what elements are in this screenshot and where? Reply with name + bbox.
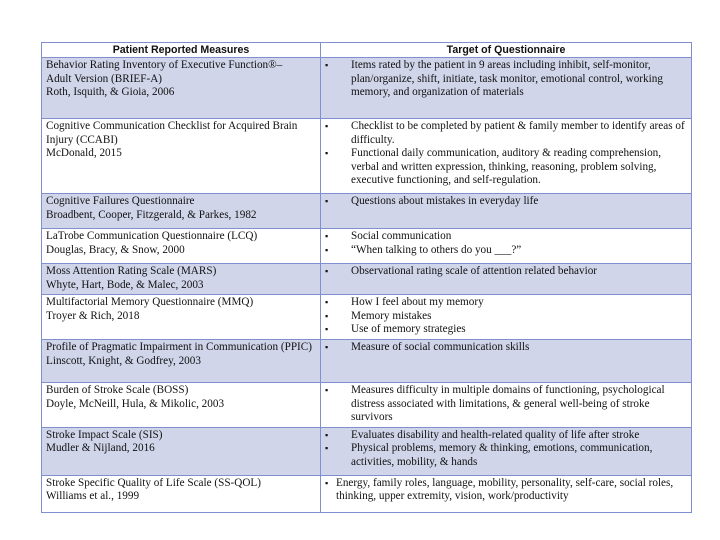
target-text: “When talking to others do you ___?” [351, 243, 522, 256]
target-text: Measures difficulty in multiple domains of functioning, psychological distress associated with limitations, & general well-being of stroke survivors [351, 383, 665, 424]
measure-line: LaTrobe Communication Questionnaire (LCQ) [46, 230, 258, 242]
measures-table [41, 42, 692, 513]
header-target: Target of Questionnaire [321, 43, 692, 58]
bullet-icon: ▪ [325, 429, 329, 440]
table-row [42, 427, 692, 475]
measure-line: Stroke Specific Quality of Life Scale (SS-QOL) [46, 476, 261, 489]
target-text: Questions about mistakes in everyday life [351, 195, 539, 207]
target-item [325, 341, 687, 355]
target-text: Energy, family roles, language, mobility, personality, self-care, social roles, thinking, upper extremity, vision, work/productivity [336, 476, 674, 503]
bullet-icon: ▪ [325, 60, 329, 70]
measure-cell [42, 382, 321, 427]
target-text: Items rated by the patient in 9 areas including inhibit, self-monitor, plan/organize, shift, initiate, task monitor, emotional control, working memory, and organization of materials [351, 59, 663, 99]
target-cell [321, 119, 692, 194]
measure-cell [42, 427, 321, 475]
measure-cell [42, 264, 321, 295]
target-item [325, 244, 687, 258]
target-text: Social communication [351, 230, 452, 242]
target-item [325, 477, 687, 504]
target-cell [321, 427, 692, 475]
table-row [42, 339, 692, 382]
measure-cell [42, 339, 321, 382]
bullet-icon: ▪ [325, 231, 329, 241]
table-row [42, 194, 692, 229]
target-item [325, 429, 687, 443]
measure-line: Adult Version (BRIEF-A) [46, 72, 163, 85]
measure-line: Moss Attention Rating Scale (MARS) [46, 265, 217, 277]
target-item [325, 230, 687, 244]
target-item [325, 442, 687, 469]
target-item [325, 310, 687, 324]
bullet-icon: ▪ [325, 341, 329, 352]
target-text: Observational rating scale of attention related behavior [351, 265, 598, 277]
table-row [42, 229, 692, 264]
bullet-icon: ▪ [325, 121, 329, 131]
measure-citation: Mudler & Nijland, 2016 [46, 442, 155, 455]
table-row [42, 295, 692, 340]
target-text: Evaluates disability and health-related quality of life after stroke [351, 428, 640, 441]
measure-cell [42, 229, 321, 264]
target-item [325, 195, 687, 209]
target-item [325, 59, 687, 100]
table-row [42, 264, 692, 295]
target-cell [321, 382, 692, 427]
target-item [325, 384, 687, 425]
target-cell [321, 58, 692, 119]
target-cell [321, 264, 692, 295]
target-item [325, 265, 687, 279]
header-measures: Patient Reported Measures [42, 43, 321, 58]
target-cell [321, 194, 692, 229]
bullet-icon: ▪ [325, 310, 329, 321]
target-cell [321, 475, 692, 512]
bullet-icon: ▪ [325, 324, 329, 335]
target-cell [321, 339, 692, 382]
bullet-icon: ▪ [325, 384, 329, 395]
bullet-icon: ▪ [325, 244, 329, 255]
measure-line: Behavior Rating Inventory of Executive Function®– [46, 59, 283, 71]
bullet-icon: ▪ [325, 148, 329, 159]
table-row [42, 382, 692, 427]
target-text: Physical problems, memory & thinking, emotions, communication, activities, mobility, & hands [351, 442, 653, 468]
target-text: Checklist to be completed by patient & family member to identify areas of difficulty. [351, 120, 685, 146]
measure-line: Stroke Impact Scale (SIS) [46, 428, 163, 441]
measure-line: Profile of Pragmatic Impairment in Communication (PPIC) [46, 340, 312, 353]
measure-citation: Douglas, Bracy, & Snow, 2000 [46, 243, 185, 256]
measure-cell [42, 295, 321, 340]
target-item [325, 323, 687, 337]
target-item [325, 120, 687, 147]
measure-cell [42, 475, 321, 512]
bullet-icon: ▪ [325, 297, 329, 308]
measure-citation: Linscott, Knight, & Godfrey, 2003 [46, 354, 201, 367]
measure-line: Multifactorial Memory Questionnaire (MMQ) [46, 296, 254, 309]
measure-citation: Broadbent, Cooper, Fitzgerald, & Parkes, 1982 [46, 208, 257, 221]
bullet-icon: ▪ [325, 196, 329, 206]
measure-citation: McDonald, 2015 [46, 147, 122, 160]
target-text: Functional daily communication, auditory & reading comprehension, verbal and written expression, thinking, reasoning, problem solving, executive functioning, and self-regulation. [351, 147, 662, 187]
measure-citation: Williams et al., 1999 [46, 490, 140, 503]
measure-citation: Troyer & Rich, 2018 [46, 309, 140, 322]
header-row [42, 43, 692, 58]
target-text: Use of memory strategies [351, 323, 466, 336]
bullet-icon: ▪ [325, 266, 329, 276]
measure-cell [42, 58, 321, 119]
measure-citation: Roth, Isquith, & Gioia, 2006 [46, 86, 175, 99]
table-row [42, 475, 692, 512]
measure-cell [42, 119, 321, 194]
measure-line: Burden of Stroke Scale (BOSS) [46, 383, 189, 396]
target-cell [321, 229, 692, 264]
target-item [325, 147, 687, 188]
target-text: Measure of social communication skills [351, 340, 530, 353]
measure-citation: Whyte, Hart, Bode, & Malec, 2003 [46, 278, 204, 291]
measure-citation: Doyle, McNeill, Hula, & Mikolic, 2003 [46, 397, 225, 410]
target-cell [321, 295, 692, 340]
table-row [42, 58, 692, 119]
target-item [325, 296, 687, 310]
target-text: How I feel about my memory [351, 296, 484, 309]
target-text: Memory mistakes [351, 309, 432, 322]
bullet-icon: ▪ [325, 477, 329, 488]
measure-line: Cognitive Failures Questionnaire [46, 195, 195, 207]
measure-line: Cognitive Communication Checklist for Acquired Brain Injury (CCABI) [46, 120, 298, 146]
table-row [42, 119, 692, 194]
bullet-icon: ▪ [325, 443, 329, 454]
measure-cell [42, 194, 321, 229]
